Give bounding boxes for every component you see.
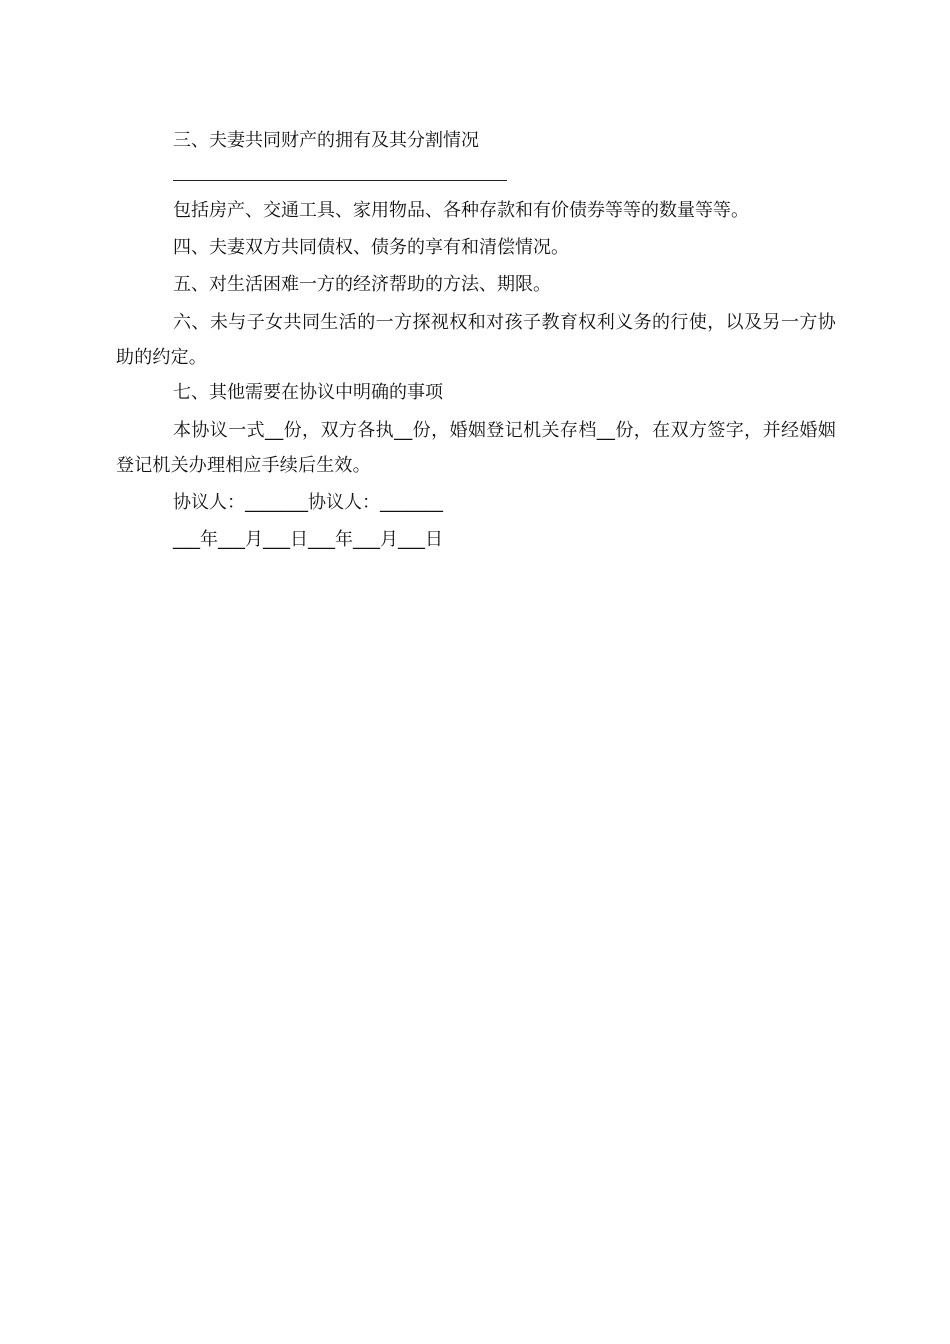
section-4-heading: 四、夫妻双方共同债权、债务的享有和清偿情况。	[173, 237, 569, 258]
closing-paragraph: 本协议一式__份，双方各执__份，婚姻登记机关存档__份，在双方签字，并经婚姻登记机关办理相应手续后生效。	[116, 420, 836, 476]
date-line: ___年___月___日___年___月___日	[173, 529, 443, 550]
signature-line: 协议人：_______协议人：_______	[173, 492, 443, 513]
section-3-heading: 三、夫妻共同财产的拥有及其分割情况	[173, 130, 479, 151]
section-6-paragraph: 六、未与子女共同生活的一方探视权和对孩子教育权利义务的行使，以及另一方协助的约定。	[116, 312, 836, 368]
section-7-heading: 七、其他需要在协议中明确的事项	[173, 382, 443, 403]
document-body	[116, 124, 836, 557]
property-note: 包括房产、交通工具、家用物品、各种存款和有价债券等等的数量等等。	[173, 200, 749, 221]
blank-fill-line	[116, 158, 836, 200]
underline-rule	[173, 180, 507, 181]
section-5-heading: 五、对生活困难一方的经济帮助的方法、期限。	[173, 274, 551, 295]
